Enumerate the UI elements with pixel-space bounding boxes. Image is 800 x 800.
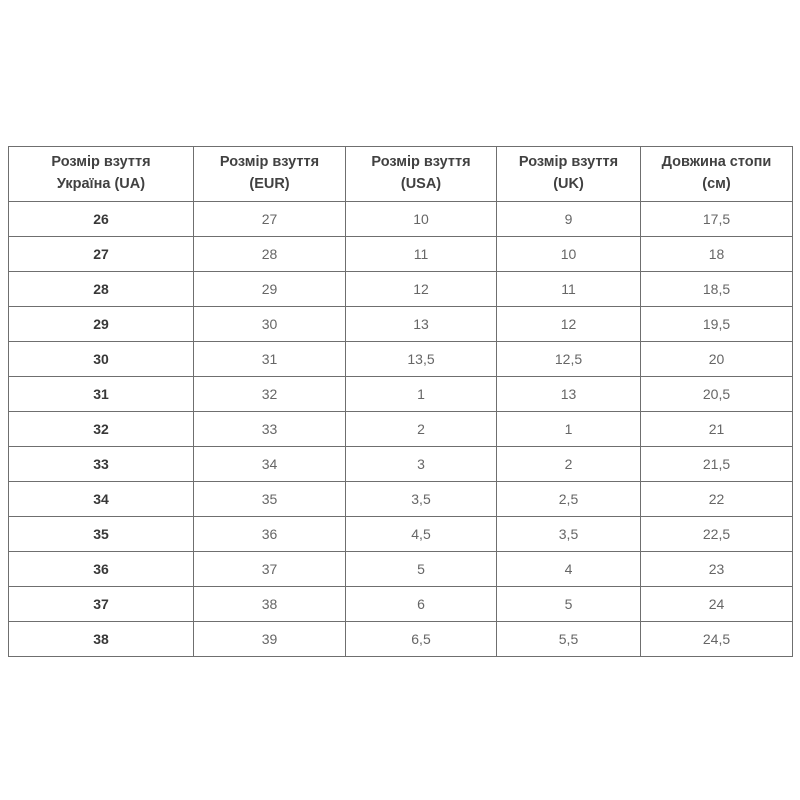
cell-ua-size: 38: [9, 622, 194, 657]
table-cell: 34: [194, 447, 346, 482]
column-header-line2: (UK): [553, 176, 584, 192]
table-cell: 4: [497, 552, 641, 587]
column-header-line2: (см): [702, 176, 731, 192]
column-header: [497, 147, 641, 202]
table-cell: 32: [194, 377, 346, 412]
table-cell: 18,5: [641, 272, 793, 307]
cell-ua-size: 27: [9, 237, 194, 272]
cell-ua-size: 26: [9, 202, 194, 237]
column-header: [9, 147, 194, 202]
table-cell: 6: [346, 587, 497, 622]
table-cell: 12: [497, 307, 641, 342]
column-header-line2: Україна (UA): [56, 176, 146, 192]
table-row: [9, 447, 793, 482]
table-row: [9, 622, 793, 657]
column-header-line1: Розмір взуття: [371, 154, 471, 171]
table-cell: 20,5: [641, 377, 793, 412]
table-cell: 33: [194, 412, 346, 447]
table-cell: 20: [641, 342, 793, 377]
table-cell: 39: [194, 622, 346, 657]
cell-ua-size: 35: [9, 517, 194, 552]
table-body: [9, 202, 793, 657]
table-cell: 17,5: [641, 202, 793, 237]
table-cell: 13: [346, 307, 497, 342]
table-cell: 22: [641, 482, 793, 517]
column-header-line1: Розмір взуття: [51, 154, 151, 171]
table-cell: 10: [346, 202, 497, 237]
table-cell: 2: [346, 412, 497, 447]
table-cell: 24: [641, 587, 793, 622]
table-cell: 10: [497, 237, 641, 272]
cell-ua-size: 28: [9, 272, 194, 307]
header-row: [9, 147, 793, 202]
table-cell: 1: [497, 412, 641, 447]
table-cell: 24,5: [641, 622, 793, 657]
table-cell: 13,5: [346, 342, 497, 377]
table-cell: 6,5: [346, 622, 497, 657]
table-cell: 35: [194, 482, 346, 517]
table-row: [9, 517, 793, 552]
size-conversion-table: [8, 146, 793, 657]
table-row: [9, 272, 793, 307]
table-cell: 18: [641, 237, 793, 272]
table-cell: 19,5: [641, 307, 793, 342]
table-cell: 21: [641, 412, 793, 447]
table-cell: 5,5: [497, 622, 641, 657]
table-cell: 3: [346, 447, 497, 482]
table-cell: 21,5: [641, 447, 793, 482]
table-cell: 28: [194, 237, 346, 272]
cell-ua-size: 34: [9, 482, 194, 517]
table-cell: 3,5: [346, 482, 497, 517]
cell-ua-size: 36: [9, 552, 194, 587]
column-header: [194, 147, 346, 202]
table-row: [9, 307, 793, 342]
table-row: [9, 342, 793, 377]
table-cell: 1: [346, 377, 497, 412]
table-cell: 12,5: [497, 342, 641, 377]
table-cell: 23: [641, 552, 793, 587]
column-header-line1: Розмір взуття: [219, 154, 320, 171]
table-cell: 27: [194, 202, 346, 237]
table-row: [9, 552, 793, 587]
table-row: [9, 202, 793, 237]
column-header-line1: Розмір взуття: [518, 154, 619, 171]
table-row: [9, 412, 793, 447]
cell-ua-size: 37: [9, 587, 194, 622]
table-cell: 2: [497, 447, 641, 482]
table-row: [9, 482, 793, 517]
table-cell: 2,5: [497, 482, 641, 517]
table-cell: 13: [497, 377, 641, 412]
table-cell: 12: [346, 272, 497, 307]
cell-ua-size: 32: [9, 412, 194, 447]
table-row: [9, 377, 793, 412]
table-cell: 31: [194, 342, 346, 377]
cell-ua-size: 29: [9, 307, 194, 342]
table-cell: 22,5: [641, 517, 793, 552]
table-cell: 36: [194, 517, 346, 552]
table-cell: 5: [346, 552, 497, 587]
table-header: [9, 147, 793, 202]
column-header-line1: Довжина стопи: [661, 154, 772, 171]
table-cell: 37: [194, 552, 346, 587]
table-cell: 9: [497, 202, 641, 237]
table-cell: 4,5: [346, 517, 497, 552]
cell-ua-size: 30: [9, 342, 194, 377]
table-cell: 30: [194, 307, 346, 342]
table-row: [9, 237, 793, 272]
table-cell: 11: [497, 272, 641, 307]
table-row: [9, 587, 793, 622]
table-cell: 29: [194, 272, 346, 307]
table-cell: 11: [346, 237, 497, 272]
cell-ua-size: 33: [9, 447, 194, 482]
column-header-line2: (EUR): [249, 176, 290, 192]
table-cell: 3,5: [497, 517, 641, 552]
table-cell: 38: [194, 587, 346, 622]
column-header-line2: (USA): [400, 176, 442, 192]
column-header: [641, 147, 793, 202]
cell-ua-size: 31: [9, 377, 194, 412]
table-cell: 5: [497, 587, 641, 622]
column-header: [346, 147, 497, 202]
